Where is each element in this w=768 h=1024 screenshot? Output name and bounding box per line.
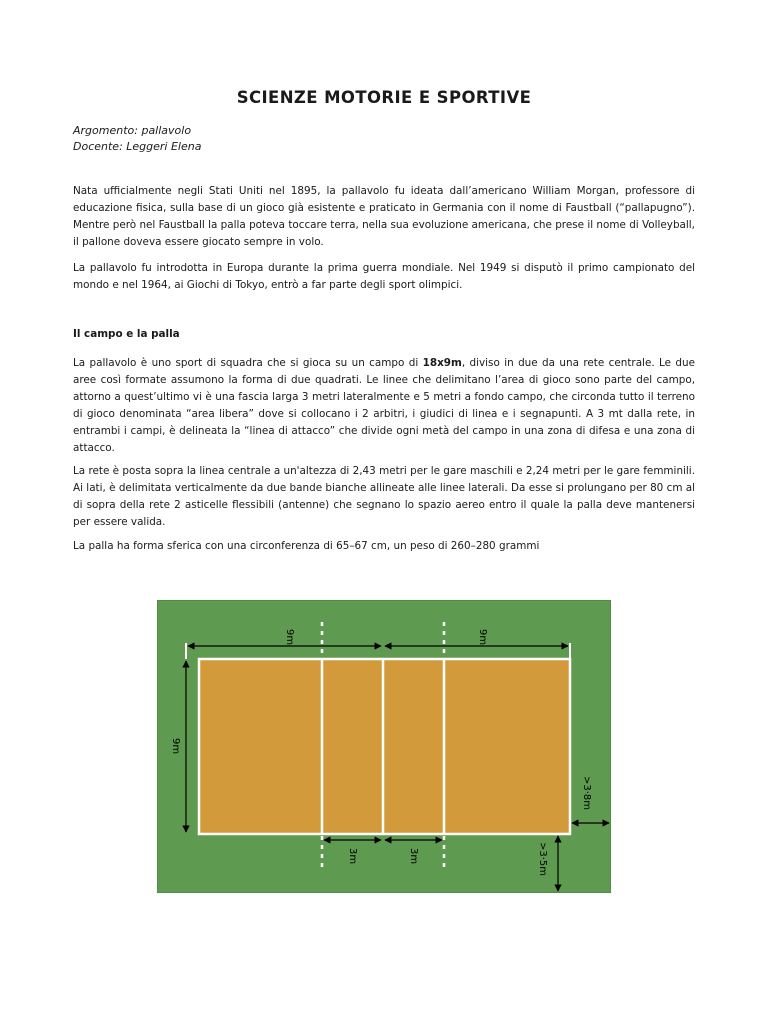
label-attack-left: 3m xyxy=(347,847,358,865)
campo-text-post: , diviso in due da una rete centrale. Le due aree così formate assumono la forma di due quadrati. Le linee che delimitano l’area di gioco sono parte del campo, attorno a quest’ultimo vi è una fascia larga 3 metri lateralmente e 5 metri a fondo campo, che circonda tutto il terreno di gioco denominata “area libera” dove si collocano i 2 arbitri, i giudici di linea e i segnapunti. A 3 mt dalla rete, in entrambi i campi, è delineata la “linea di attacco” che divide ogni metà del campo in una zona di difesa e una zona di attacco. xyxy=(73,357,696,454)
volleyball-court-diagram xyxy=(157,600,611,893)
intro-paragraph-1: Nata ufficialmente negli Stati Uniti nel 1895, la pallavolo fu ideata dall’americano William Morgan, professore di educazione fisica, sulla base di un gioco già esistente e praticato in Germania con il nome di Faustball (“pallapugno”). Mentre però nel Faustball la palla poteva toccare terra, nella sua evoluzione americana, che prese il nome di Volleyball, il pallone doveva essere giocato sempre in volo. xyxy=(73,185,695,248)
court-surface xyxy=(199,659,570,834)
label-free-side: >3·8m xyxy=(581,775,592,811)
label-left-side: 9m xyxy=(170,737,181,755)
label-top-left: 9m xyxy=(284,628,295,646)
campo-paragraph xyxy=(73,355,695,457)
campo-text-pre: La pallavolo è uno sport di squadra che si gioca su un campo di xyxy=(73,357,423,369)
label-top-right: 9m xyxy=(477,628,488,646)
docente-line: Docente: Leggeri Elena xyxy=(73,140,202,153)
palla-paragraph: La palla ha forma sferica con una circonferenza di 65–67 cm, un peso di 260–280 grammi xyxy=(73,540,540,552)
label-free-end: >3·5m xyxy=(537,841,548,877)
label-attack-right: 3m xyxy=(408,847,419,865)
section-heading: Il campo e la palla xyxy=(73,328,180,340)
page-title: SCIENZE MOTORIE E SPORTIVE xyxy=(236,88,532,107)
intro-paragraph-2: La pallavolo fu introdotta in Europa durante la prima guerra mondiale. Nel 1949 si disputò il primo campionato del mondo e nel 1964, ai Giochi di Tokyo, entrò a far parte degli sport olimpici. xyxy=(73,262,695,291)
campo-dimensions: 18x9m xyxy=(422,357,462,369)
argomento-line: Argomento: pallavolo xyxy=(73,124,192,137)
rete-paragraph: La rete è posta sopra la linea centrale a un'altezza di 2,43 metri per le gare maschili e 2,24 metri per le gare femminili. Ai lati, è delimitata verticalmente da due bande bianche allineate alle linee laterali. Da esse si prolungano per 80 cm al di sopra della rete 2 asticelle flessibili (antenne) che segnano lo spazio aereo entro il quale la palla deve mantenersi per essere valida. xyxy=(73,465,695,528)
